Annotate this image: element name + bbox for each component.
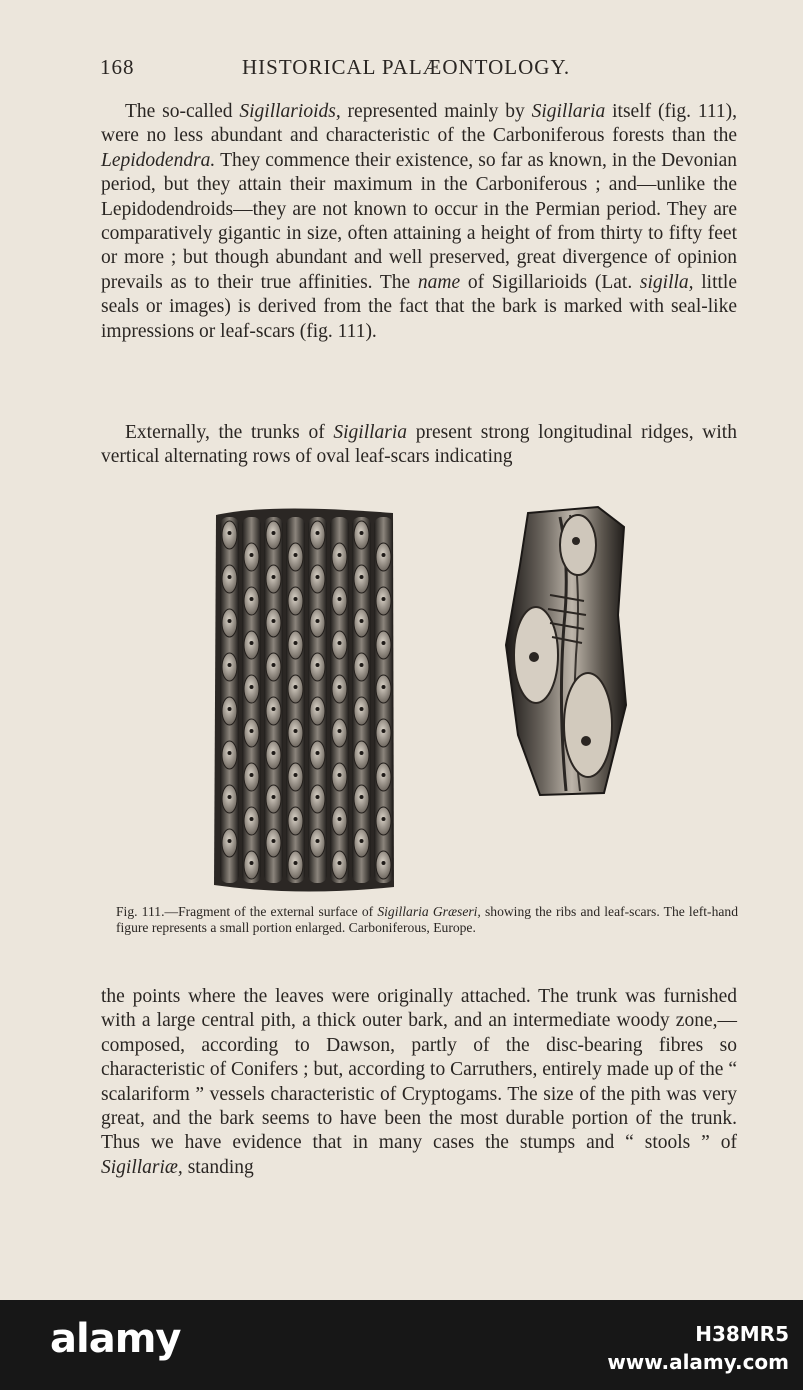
leaf-scar-center: [316, 795, 320, 799]
leaf-scar-center: [316, 751, 320, 755]
leaf-scar-center: [250, 729, 254, 733]
leaf-scar-center: [360, 575, 364, 579]
page-number: 168: [100, 55, 135, 79]
leaf-scar-center: [294, 773, 298, 777]
leaf-scar-center: [228, 663, 232, 667]
sigillaria-enlarged-illustration: [500, 505, 630, 797]
leaf-scar-center: [294, 641, 298, 645]
leaf-scar-center: [338, 861, 342, 865]
leaf-scar-center: [360, 795, 364, 799]
leaf-scar-center: [272, 663, 276, 667]
leaf-scar-center: [294, 729, 298, 733]
leaf-scar-center: [316, 663, 320, 667]
leaf-scar-center: [338, 597, 342, 601]
leaf-scar-center: [316, 619, 320, 623]
leaf-scar-center: [338, 773, 342, 777]
running-head: [100, 55, 740, 83]
leaf-scar-center: [294, 817, 298, 821]
leaf-scar-center: [294, 861, 298, 865]
site-url: www.alamy.com: [607, 1350, 789, 1374]
leaf-scar-center: [250, 685, 254, 689]
leaf-scar-center: [228, 751, 232, 755]
leaf-scar-center: [272, 619, 276, 623]
figure-caption: Fig. 111.—Fragment of the external surface of Sigillaria Græseri, showing the ribs and leaf-scars. The left-hand figure represents a small portion enlarged. Carboniferous, Europe.: [116, 904, 738, 935]
leaf-scar-center: [250, 597, 254, 601]
leaf-scar-center: [316, 839, 320, 843]
leaf-scar-center: [228, 619, 232, 623]
leaf-scar-center: [382, 861, 386, 865]
leaf-scar-center: [272, 795, 276, 799]
leaf-scar-center: [228, 795, 232, 799]
leaf-scar-center: [272, 707, 276, 711]
running-title: HISTORICAL PALÆONTOLOGY.: [242, 55, 571, 79]
leaf-scar-center: [360, 707, 364, 711]
leaf-scar-center: [316, 531, 320, 535]
paragraph-trunk-structure: the points where the leaves were originally attached. The trunk was furnished with a large central pith, a thick outer bark, and an intermediate woody zone,—composed, according to Dawson, partly of the disc-bearing fibres so characteristic of Conifers ; but, according to Carruthers, entirely made up of the “ scalariform ” vessels characteristic of Cryptogams. The size of the pith was very great, and the bark seems to have been the most durable portion of the trunk. Thus we have evidence that in many cases the stumps and “ stools ” of Sigillariæ, standing: [101, 986, 737, 1178]
leaf-scar-center: [360, 751, 364, 755]
leaf-scar-center: [250, 861, 254, 865]
leaf-scar-center: [228, 707, 232, 711]
leaf-scar-center: [382, 685, 386, 689]
watermark-footer: [0, 1300, 803, 1390]
leaf-scar-center: [338, 817, 342, 821]
leaf-scar-center: [382, 553, 386, 557]
leaf-scar-center: [294, 597, 298, 601]
leaf-scar-center: [382, 773, 386, 777]
leaf-scar-center: [272, 751, 276, 755]
leaf-scar-center: [272, 839, 276, 843]
image-id: H38MR5: [695, 1322, 789, 1346]
leaf-scar-center: [338, 553, 342, 557]
paragraph-trunks: Externally, the trunks of Sigillaria present strong longitudinal ridges, with vertical alternating rows of oval leaf-scars indicating: [101, 422, 737, 468]
leaf-scar-center: [338, 729, 342, 733]
leaf-scar-center: [250, 641, 254, 645]
alamy-logo: alamy: [50, 1316, 181, 1362]
leaf-scar-center: [382, 641, 386, 645]
leaf-scar-center: [250, 773, 254, 777]
leaf-scar-center: [272, 575, 276, 579]
leaf-scar-center: [294, 685, 298, 689]
leaf-scar-center: [382, 597, 386, 601]
leaf-scar-center: [316, 707, 320, 711]
leaf-scar-center: [250, 817, 254, 821]
leaf-scar-center: [228, 839, 232, 843]
leaf-scar-center: [382, 817, 386, 821]
sigillaria-bark-illustration: [208, 505, 396, 893]
leaf-scar-center: [250, 553, 254, 557]
leaf-scar-center: [272, 531, 276, 535]
figure-label: Fig. 111.: [116, 904, 165, 919]
leaf-scar-center: [338, 685, 342, 689]
leaf-scar-center: [382, 729, 386, 733]
leaf-scar-center: [228, 575, 232, 579]
leaf-scar-center: [228, 531, 232, 535]
leaf-scar-center: [360, 663, 364, 667]
leaf-scar-center: [360, 839, 364, 843]
leaf-scar-center: [338, 641, 342, 645]
leaf-scar-center: [360, 619, 364, 623]
leaf-scar-center: [360, 531, 364, 535]
leaf-scar-center: [294, 553, 298, 557]
leaf-scar-center: [316, 575, 320, 579]
paragraph-sigillarioids: The so-called Sigillarioids, represented mainly by Sigillaria itself (fig. 111), were no less abundant and characteristic of the Carboniferous forests than the Lepidodendra. They commence their existence, so far as known, in the Devonian period, but they attain their maximum in the Carboniferous ; and—unlike the Lepidodendroids—they are not known to occur in the Permian period. They are comparatively gigantic in size, often attaining a height of from thirty to fifty feet or more ; but though abundant and well preserved, great divergence of opinion prevails as to their true affinities. The name of Sigillarioids (Lat. sigilla, little seals or images) is derived from the fact that the bark is marked with seal-like impressions or leaf-scars (fig. 111).: [101, 101, 737, 342]
